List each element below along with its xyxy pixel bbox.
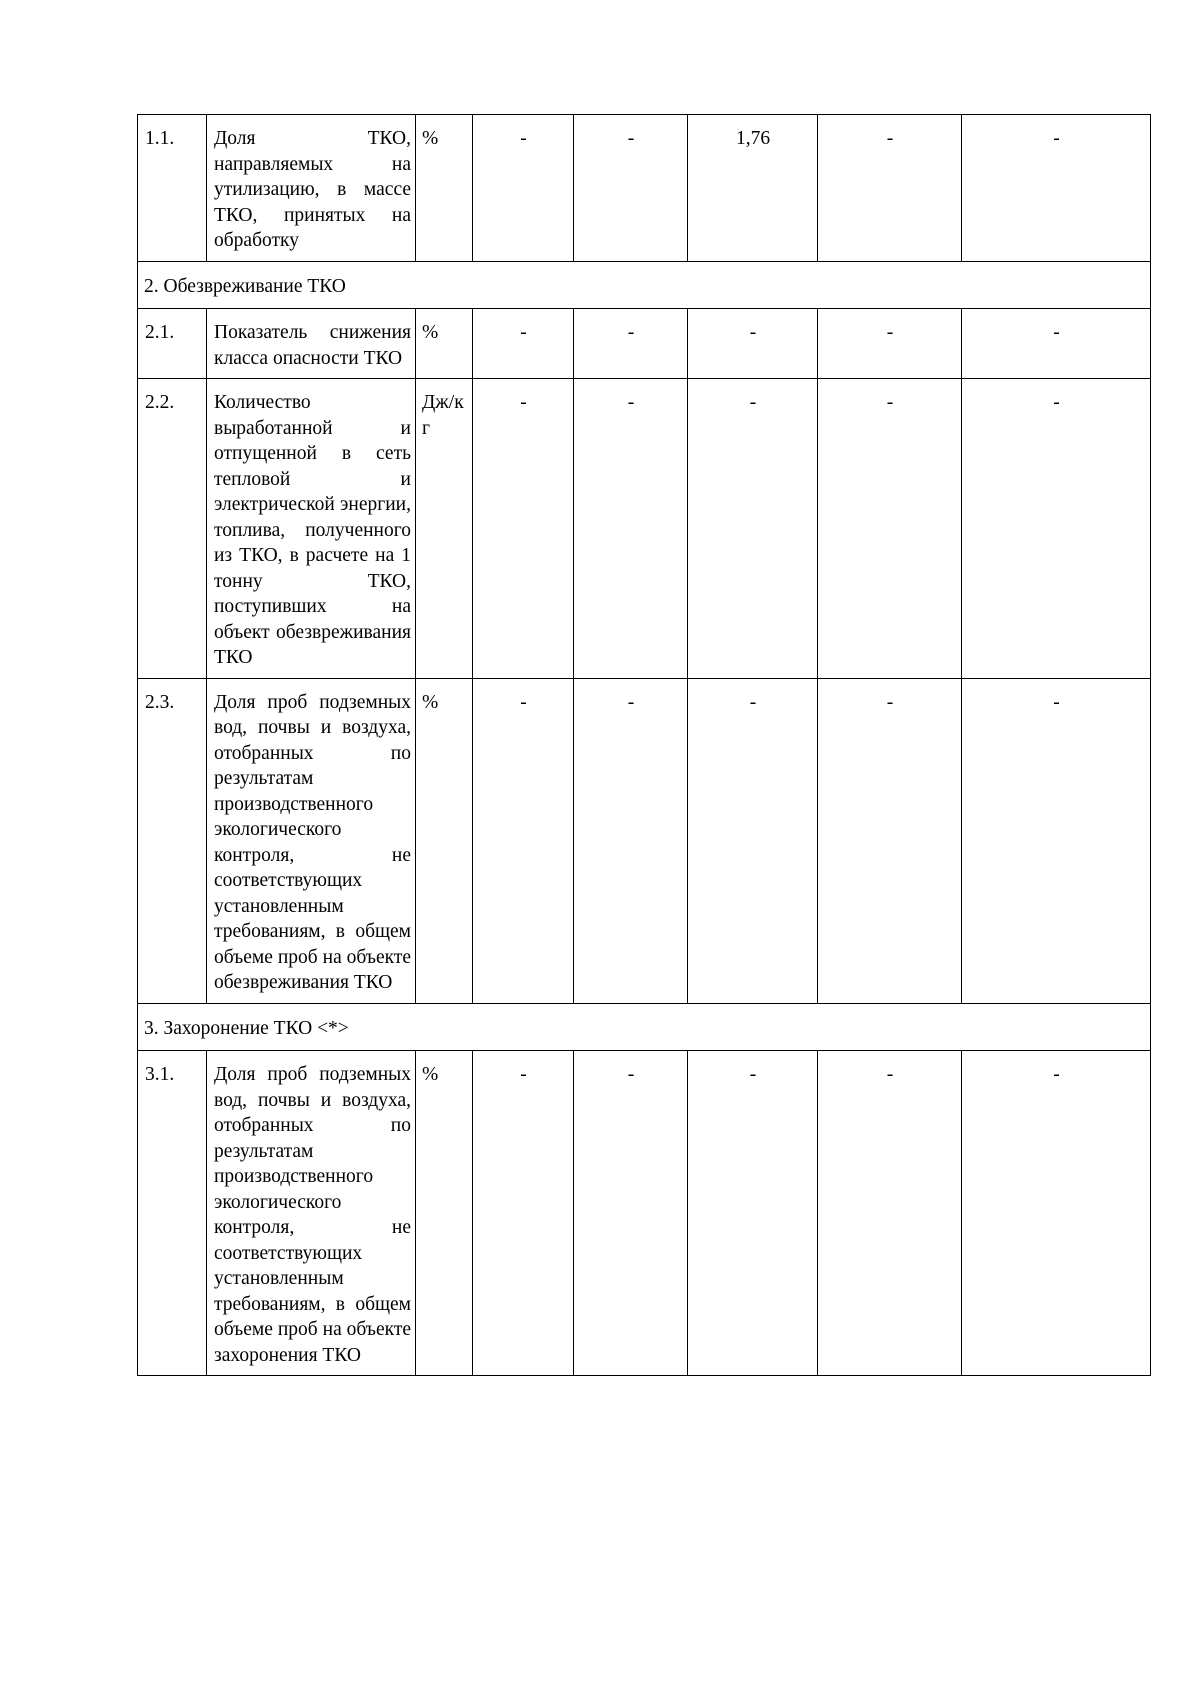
section-heading: 2. Обезвреживание ТКО — [138, 261, 1151, 309]
value-cell: - — [473, 309, 574, 379]
value-cell: - — [473, 379, 574, 679]
value-cell: - — [818, 309, 962, 379]
section-row — [138, 261, 1151, 309]
value-cell: - — [962, 309, 1151, 379]
value-cell: - — [962, 379, 1151, 679]
value-cell: - — [574, 678, 688, 1003]
row-number: 2.3. — [138, 678, 207, 1003]
value-cell: - — [574, 115, 688, 262]
table-row — [138, 678, 1151, 1003]
unit-cell: % — [416, 1051, 473, 1376]
value-cell: - — [688, 1051, 818, 1376]
row-number: 2.1. — [138, 309, 207, 379]
value-cell: - — [574, 379, 688, 679]
table-row — [138, 115, 1151, 262]
value-cell: - — [473, 115, 574, 262]
value-cell: - — [574, 1051, 688, 1376]
table-row — [138, 309, 1151, 379]
section-heading: 3. Захоронение ТКО <*> — [138, 1003, 1151, 1051]
value-cell: - — [962, 115, 1151, 262]
value-cell: - — [473, 678, 574, 1003]
indicator-name: Показатель снижения класса опасности ТКО — [207, 309, 416, 379]
value-cell: - — [818, 678, 962, 1003]
section-row — [138, 1003, 1151, 1051]
value-cell: - — [962, 678, 1151, 1003]
indicator-name: Доля проб подземных вод, почвы и воздуха, отобранных по результатам производственного экологического контроля, не соответствующих установленным требованиям, в общем объеме проб на объекте захоронения ТКО — [207, 1051, 416, 1376]
unit-cell: % — [416, 309, 473, 379]
value-cell: 1,76 — [688, 115, 818, 262]
indicator-name: Доля ТКО, направляемых на утилизацию, в массе ТКО, принятых на обработку — [207, 115, 416, 262]
indicator-name: Количество выработанной и отпущенной в сеть тепловой и электрической энергии, топлива, полученного из ТКО, в расчете на 1 тонну ТКО, поступивших на объект обезвреживания ТКО — [207, 379, 416, 679]
row-number: 3.1. — [138, 1051, 207, 1376]
value-cell: - — [688, 678, 818, 1003]
indicator-name: Доля проб подземных вод, почвы и воздуха, отобранных по результатам производственного экологического контроля, не соответствующих установленным требованиям, в общем объеме проб на объекте обезвреживания ТКО — [207, 678, 416, 1003]
unit-cell: % — [416, 115, 473, 262]
value-cell: - — [818, 379, 962, 679]
row-number: 2.2. — [138, 379, 207, 679]
value-cell: - — [962, 1051, 1151, 1376]
indicators-table — [137, 114, 1151, 1376]
value-cell: - — [818, 1051, 962, 1376]
table-row — [138, 379, 1151, 679]
table-row — [138, 1051, 1151, 1376]
unit-cell: % — [416, 678, 473, 1003]
value-cell: - — [818, 115, 962, 262]
value-cell: - — [574, 309, 688, 379]
value-cell: - — [688, 379, 818, 679]
value-cell: - — [688, 309, 818, 379]
value-cell: - — [473, 1051, 574, 1376]
unit-cell: Дж/кг — [416, 379, 473, 679]
row-number: 1.1. — [138, 115, 207, 262]
